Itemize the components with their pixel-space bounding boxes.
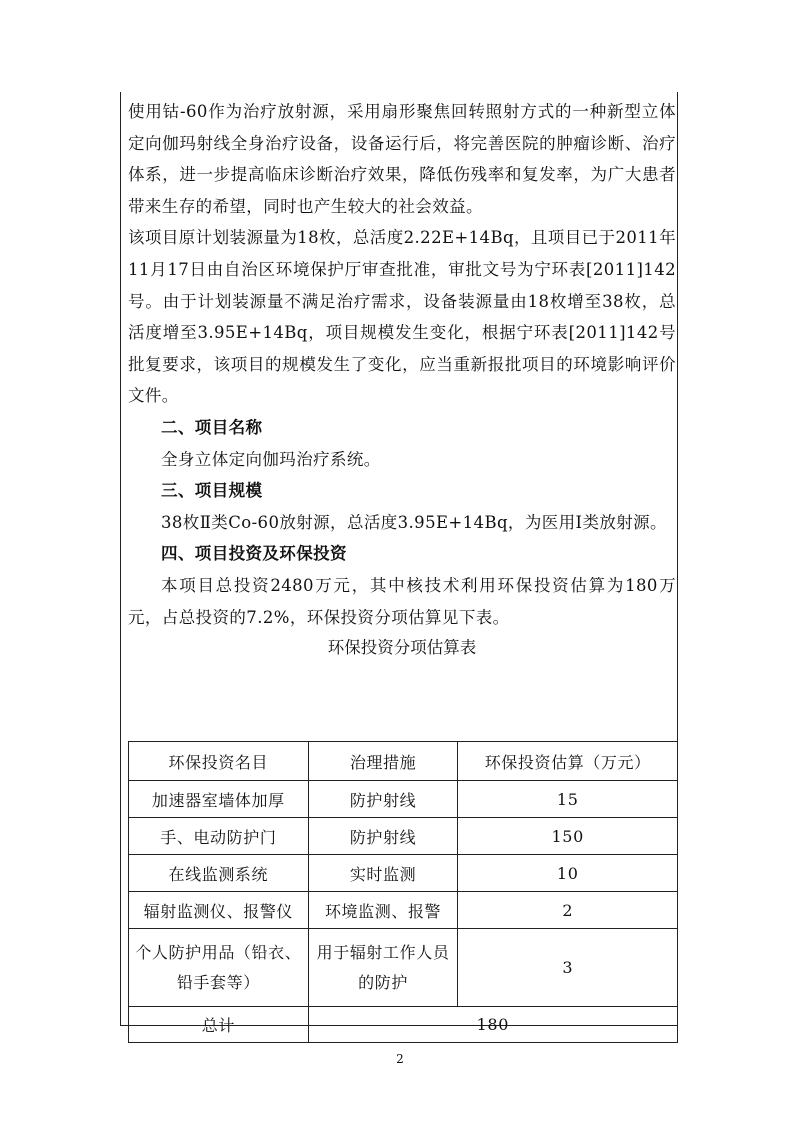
intro-paragraph-2: 该项目原计划装源量为18枚，总活度2.22E+14Bq，且项目已于2011年11月17日由自治区环境保护厅审查批准，审批文号为宁环表[2011]142号。由于计划装源量不满足治疗需求，设备装源量由18枚增至38枚，总活度增至3.95E+14Bq，项目规模发生变化，根据宁环表[2011]142号批复要求，该项目的规模发生了变化，应当重新报批项目的环境影响评价文件。 bbox=[128, 228, 676, 406]
table-row bbox=[129, 818, 678, 855]
table-row bbox=[129, 781, 678, 818]
table-cell: 用于辐射工作人员的防护 bbox=[308, 929, 458, 1007]
table-total-label: 总计 bbox=[129, 1007, 309, 1043]
table-cell: 个人防护用品（铅衣、铅手套等） bbox=[129, 929, 309, 1007]
section-heading-scale: 三、项目规模 bbox=[161, 481, 263, 501]
section-heading-investment: 四、项目投资及环保投资 bbox=[161, 544, 347, 564]
table-cell: 10 bbox=[458, 855, 678, 892]
table-total-value: 180 bbox=[308, 1007, 677, 1043]
table-cell: 3 bbox=[458, 929, 678, 1007]
document-body bbox=[128, 96, 676, 663]
table-row bbox=[129, 929, 678, 1007]
investment-table bbox=[128, 741, 678, 1043]
table-cell: 环境监测、报警 bbox=[308, 892, 458, 929]
table-cell: 2 bbox=[458, 892, 678, 929]
section-text-name: 全身立体定向伽玛治疗系统。 bbox=[161, 449, 381, 469]
section-text-scale: 38枚Ⅱ类Co-60放射源，总活度3.95E+14Bq，为医用Ⅰ类放射源。 bbox=[161, 512, 667, 532]
table-header-cell: 治理措施 bbox=[308, 742, 458, 781]
table-cell: 150 bbox=[458, 818, 678, 855]
table-cell: 防护射线 bbox=[308, 818, 458, 855]
intro-paragraph-1: 使用钴-60作为治疗放射源，采用扇形聚焦回转照射方式的一种新型立体定向伽玛射线全身治疗设备，设备运行后，将完善医院的肿瘤诊断、治疗体系，进一步提高临床诊断治疗效果，降低伤残率和复发率，为广大患者带来生存的希望，同时也产生较大的社会效益。 bbox=[128, 102, 676, 216]
table-cell: 实时监测 bbox=[308, 855, 458, 892]
table-cell: 防护射线 bbox=[308, 781, 458, 818]
table-row bbox=[129, 855, 678, 892]
section-text-investment: 本项目总投资2480万元，其中核技术利用环保投资估算为180万元，占总投资的7.2%，环保投资分项估算见下表。 bbox=[128, 575, 676, 627]
table-cell: 手、电动防护门 bbox=[129, 818, 309, 855]
section-heading-name: 二、项目名称 bbox=[161, 417, 263, 437]
table-header-row bbox=[129, 742, 678, 781]
table-title: 环保投资分项估算表 bbox=[327, 638, 477, 658]
table-row bbox=[129, 892, 678, 929]
page-number: 2 bbox=[396, 1052, 404, 1066]
table-cell: 辐射监测仪、报警仪 bbox=[129, 892, 309, 929]
table-header-cell: 环保投资估算（万元） bbox=[458, 742, 678, 781]
table-cell: 加速器室墙体加厚 bbox=[129, 781, 309, 818]
table-total-row bbox=[129, 1007, 678, 1043]
table-cell: 在线监测系统 bbox=[129, 855, 309, 892]
table-header-cell: 环保投资名目 bbox=[129, 742, 309, 781]
table-cell: 15 bbox=[458, 781, 678, 818]
